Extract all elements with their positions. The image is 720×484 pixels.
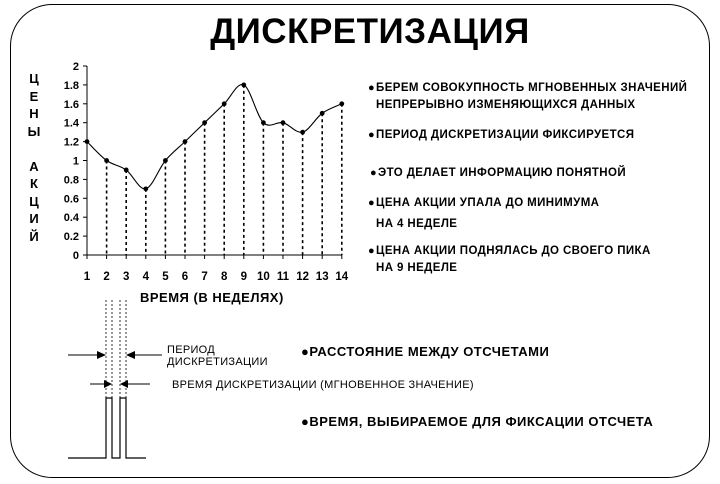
y-tick-label: 0.6 bbox=[63, 193, 79, 206]
y-label-letter: Ц bbox=[29, 193, 39, 209]
y-tick-label: 2 bbox=[72, 61, 79, 73]
bullet-dot-icon: ● bbox=[301, 414, 310, 429]
bullet-dot-icon: ● bbox=[368, 197, 376, 209]
y-label-letter: Й bbox=[29, 228, 39, 244]
y-tick-label: 0 bbox=[72, 250, 79, 262]
y-tick-label: 1.4 bbox=[63, 117, 79, 130]
bullet-5-line2: НА 9 НЕДЕЛЕ bbox=[376, 262, 458, 274]
y-label-letter: Ы bbox=[27, 123, 41, 139]
x-tick-label: 6 bbox=[181, 271, 189, 283]
x-tick-label: 10 bbox=[257, 271, 270, 283]
slide-title: ДИСКРЕТИЗАЦИЯ bbox=[210, 12, 530, 51]
y-label-letter: К bbox=[30, 176, 38, 191]
period-label-line2: ДИСКРЕТИЗАЦИИ bbox=[167, 356, 268, 368]
sampling-time-label: ВРЕМЯ ДИСКРЕТИЗАЦИИ (МГНОВЕННОЕ ЗНАЧЕНИЕ) bbox=[172, 379, 474, 391]
arrow-head-icon bbox=[104, 380, 112, 388]
time-note-text: ВРЕМЯ, ВЫБИРАЕМОЕ ДЛЯ ФИКСАЦИИ ОТСЧЕТА bbox=[309, 414, 654, 429]
bullet-dot-icon: ● bbox=[301, 344, 310, 359]
x-tick-label: 4 bbox=[142, 271, 150, 283]
x-tick-label: 2 bbox=[103, 271, 110, 283]
y-label-letter: А bbox=[29, 158, 39, 174]
y-tick-label: 0.2 bbox=[63, 231, 79, 244]
x-tick-label: 9 bbox=[240, 271, 248, 283]
x-tick-label: 5 bbox=[162, 271, 169, 283]
x-tick-label: 14 bbox=[335, 271, 349, 283]
arrow-head-icon bbox=[126, 351, 135, 359]
x-tick-label: 1 bbox=[83, 271, 91, 283]
bullet-dot-icon: ● bbox=[368, 245, 376, 257]
y-tick-label: 0.8 bbox=[63, 174, 79, 187]
bullet-5-line1: ЦЕНА АКЦИИ ПОДНЯЛАСЬ ДО СВОЕГО ПИКА bbox=[376, 245, 651, 257]
arrow-head-icon bbox=[97, 351, 106, 359]
distance-note-text: РАССТОЯНИЕ МЕЖДУ ОТСЧЕТАМИ bbox=[309, 344, 550, 359]
x-tick-label: 8 bbox=[220, 271, 228, 283]
y-label-letter: И bbox=[29, 211, 39, 226]
y-tick-label: 1.2 bbox=[63, 136, 79, 149]
bullet-3-line1: ЭТО ДЕЛАЕТ ИНФОРМАЦИЮ ПОНЯТНОЙ bbox=[378, 167, 627, 179]
y-label-letter: Е bbox=[29, 88, 39, 104]
bullet-4-line2: НА 4 НЕДЕЛЕ bbox=[376, 218, 458, 230]
x-tick-label: 12 bbox=[296, 271, 309, 283]
y-label-letter: Ц bbox=[29, 71, 39, 86]
x-tick-label: 3 bbox=[122, 271, 130, 283]
bullet-1-line1: БЕРЕМ СОВОКУПНОСТЬ МГНОВЕННЫХ ЗНАЧЕНИЙ bbox=[376, 82, 688, 94]
y-label-letter: Н bbox=[29, 106, 39, 121]
bullet-dot-icon: ● bbox=[368, 129, 376, 141]
bullet-2-line1: ПЕРИОД ДИСКРЕТИЗАЦИИ ФИКСИРУЕТСЯ bbox=[376, 129, 635, 141]
bullet-1-line2: НЕПРЕРЫВНО ИЗМЕНЯЮЩИХСЯ ДАННЫХ bbox=[376, 99, 636, 111]
x-tick-label: 11 bbox=[276, 271, 290, 283]
y-tick-label: 1.8 bbox=[63, 79, 79, 92]
y-tick-label: 0.4 bbox=[63, 212, 79, 225]
sampling-pulses bbox=[68, 398, 146, 458]
x-tick-label: 13 bbox=[315, 271, 329, 283]
arrow-head-icon bbox=[120, 380, 128, 388]
bullet-dot-icon: ● bbox=[370, 167, 378, 179]
bullet-dot-icon: ● bbox=[368, 82, 376, 94]
x-axis-label: ВРЕМЯ (В НЕДЕЛЯХ) bbox=[140, 290, 284, 305]
x-tick-label: 7 bbox=[201, 271, 208, 283]
bullet-4-line1: ЦЕНА АКЦИИ УПАЛА ДО МИНИМУМА bbox=[376, 197, 600, 209]
y-tick-label: 1 bbox=[72, 155, 79, 168]
period-label-line1: ПЕРИОД bbox=[167, 344, 216, 356]
y-tick-label: 1.6 bbox=[63, 98, 79, 111]
